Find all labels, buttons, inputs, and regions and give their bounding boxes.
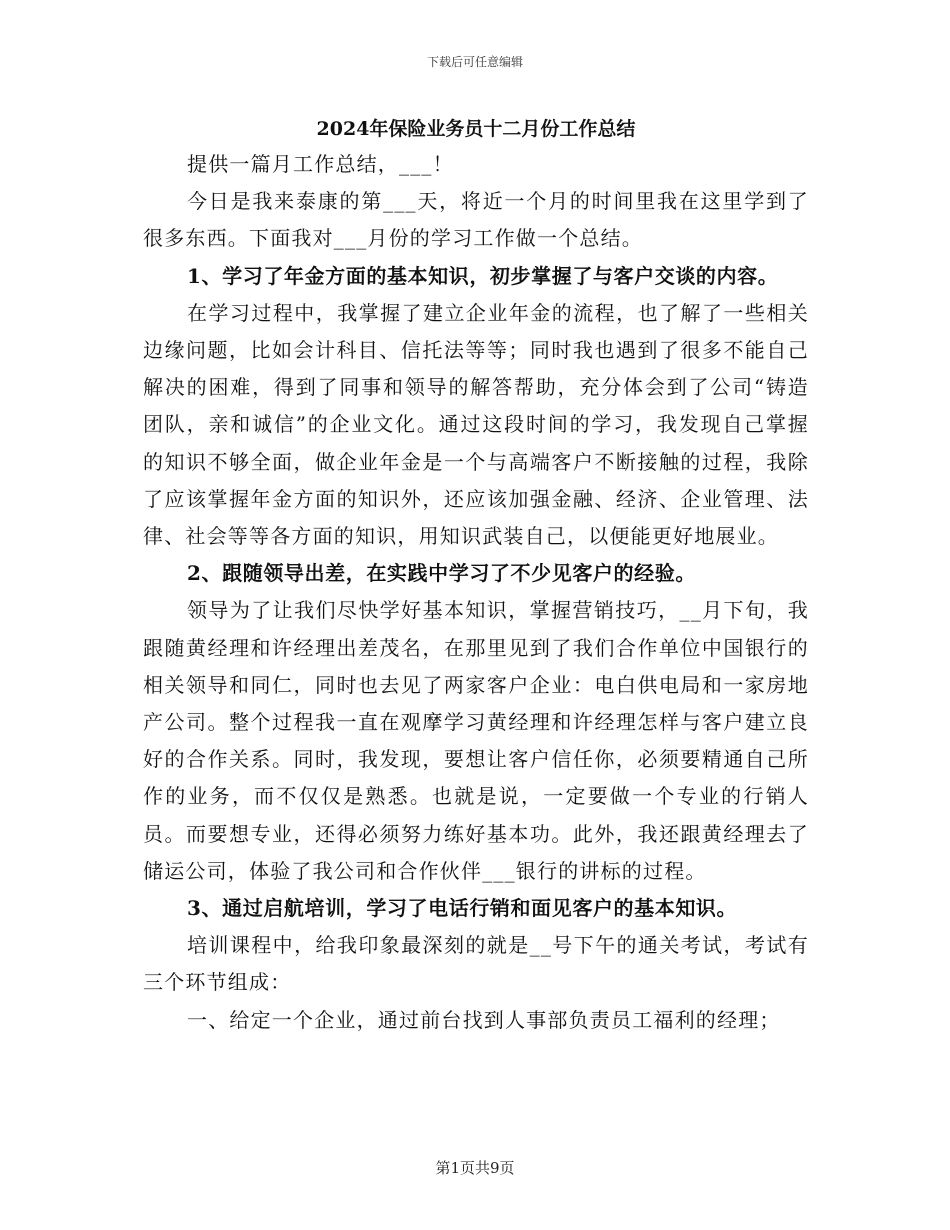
paragraph-4: 培训课程中，给我印象最深刻的就是__号下午的通关考试，考试有三个环节组成： (143, 933, 809, 995)
section-heading-3: 3、通过启航培训，学习了电话行销和面见客户的基本知识。 (187, 896, 738, 921)
paragraph-3: 领导为了让我们尽快学好基本知识，掌握营销技巧，__月下旬，我跟随黄经理和许经理出差茂名，在那里见到了我们合作单位中国银行的相关领导和同仁，同时也去见了两家客户企业：电白供电局和一家房地产公司。整个过程我一直在观摩学习黄经理和许经理怎样与客户建立良好的合作关系。同时，我发现，要想让客户信任你，必须要精通自己所作的业务，而不仅仅是熟悉。也就是说，一定要做一个专业的行销人员。而要想专业，还得必须努力练好基本功。此外，我还跟黄经理去了储运公司，体验了我公司和合作伙伴___银行的讲标的过程。 (143, 598, 809, 883)
paragraph-1: 今日是我来泰康的第___天，将近一个月的时间里我在这里学到了很多东西。下面我对___月份的学习工作做一个总结。 (143, 189, 809, 251)
paragraph-5: 一、给定一个企业，通过前台找到人事部负责员工福利的经理； (187, 1007, 781, 1032)
page-header: 下载后可任意编辑 (426, 55, 523, 69)
section-heading-1: 1、学习了年金方面的基本知识，初步掌握了与客户交谈的内容。 (187, 263, 779, 288)
section-heading-2: 2、跟随领导出差，在实践中学习了不少见客户的经验。 (187, 561, 696, 586)
document-title: 2024年保险业务员十二月份工作总结 (316, 118, 636, 140)
paragraph-2: 在学习过程中，我掌握了建立企业年金的流程，也了解了一些相关边缘问题，比如会计科目、信托法等等；同时我也遇到了很多不能自己解决的困难，得到了同事和领导的解答帮助，充分体会到了公司“铸造团队，亲和诚信”的企业文化。通过这段时间的学习，我发现自己掌握的知识不够全面，做企业年金是一个与高端客户不断接触的过程，我除了应该掌握年金方面的知识外，还应该加强金融、经济、企业管理、法律、社会等等各方面的知识，用知识武装自己，以便能更好地展业。 (143, 300, 809, 549)
page-footer: 第1页共9页 (435, 1159, 515, 1177)
intro-paragraph: 提供一篇月工作总结，___！ (187, 152, 454, 176)
document-body (143, 112, 809, 1039)
